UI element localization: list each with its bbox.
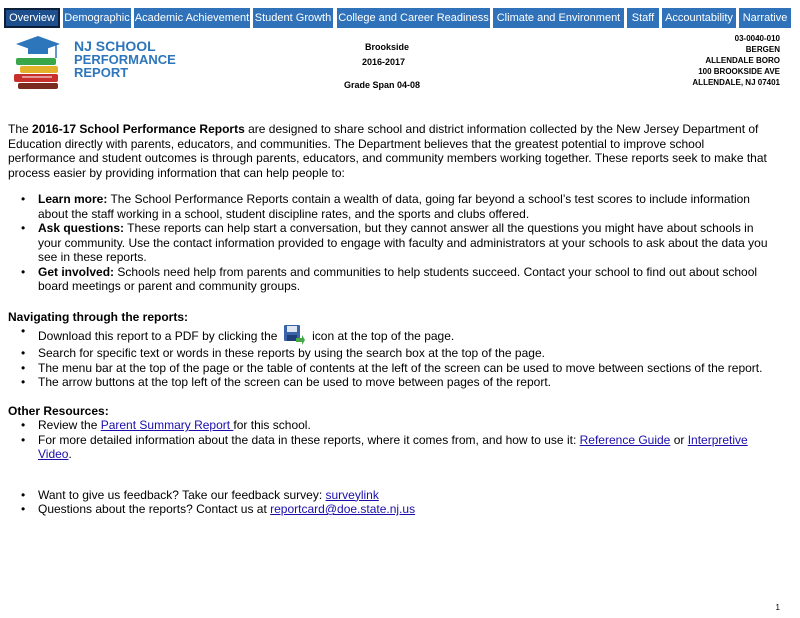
overview-content (8, 122, 773, 517)
purpose-label: Ask questions: (38, 221, 125, 235)
list-item (38, 221, 773, 265)
list-item: • Search for specific text or words in these reports by using the search box at the top of the page. (38, 346, 773, 361)
intro-post: are designed to share school and district information collected by the New Jersey Department of Education directly with parents, educators, and communities. The Department believes that the greatest potential to improve school performance and student outcomes is through parents, educators, and community members working together. These reports seek to make that process easier by providing information that can help people to: (8, 122, 767, 180)
purpose-label: Get involved: (38, 264, 115, 279)
more-pre: For more detailed information about the data in these reports, where it comes from, and how to use it: (38, 432, 580, 447)
resources-list (8, 418, 773, 462)
parent-summary-link[interactable]: Parent Summary Report (100, 418, 234, 432)
review-pre: Review the (38, 418, 101, 432)
feedback-list (8, 488, 773, 517)
tab-demographic[interactable]: Demographic (63, 8, 131, 28)
list-item: • The arrow buttons at the top left of the screen can be used to move between pages of the report. (38, 375, 773, 390)
reference-guide-link[interactable]: Reference Guide (579, 432, 671, 447)
list-item (38, 488, 773, 503)
intro-paragraph (8, 122, 773, 180)
top-nav (4, 8, 796, 28)
tab-overview[interactable]: Overview (4, 8, 60, 28)
district: ALLENDALE BORO (705, 56, 780, 65)
list-item (38, 418, 773, 433)
grade-span: Grade Span 04-08 (344, 80, 421, 90)
street: 100 BROOKSIDE AVE (698, 67, 780, 76)
tab-accountability[interactable]: Accountability (662, 8, 736, 28)
purpose-text: Schools need help from parents and communities to help students succeed. Contact your school to find out about school board meetings or parent and community groups. (38, 264, 758, 293)
list-item (38, 324, 773, 346)
contact-email-link[interactable]: reportcard@doe.state.nj.us (270, 502, 416, 516)
feedback-pre: Want to give us feedback? Take our feedback survey: (38, 487, 326, 502)
list-item (38, 265, 773, 294)
tab-college-career-readiness[interactable]: College and Career Readiness (337, 8, 490, 28)
tab-academic-achievement[interactable]: Academic Achievement (134, 8, 250, 28)
list-item (38, 192, 773, 221)
school-code: 03-0040-010 (734, 34, 780, 43)
tab-narrative[interactable]: Narrative (739, 8, 791, 28)
list-item (38, 502, 773, 517)
pdf-post: icon at the top of the page. (308, 329, 455, 343)
county: BERGEN (745, 45, 780, 54)
questions-pre: Questions about the reports? Contact us at (38, 502, 271, 516)
purpose-list (8, 192, 773, 294)
navigating-list (8, 324, 773, 390)
nj-school-performance-logo (12, 34, 192, 94)
school-year: 2016-2017 (362, 57, 406, 67)
logo-line-3: REPORT (74, 65, 129, 80)
list-item (38, 433, 773, 462)
save-pdf-icon[interactable] (283, 324, 305, 346)
review-post: for this school. (233, 418, 311, 432)
or-text: or (670, 432, 688, 447)
school-name: Brookside (365, 42, 410, 52)
pdf-pre: Download this report to a PDF by clicking the (38, 329, 281, 343)
school-address (692, 33, 780, 88)
books-graduation-cap-icon (12, 34, 72, 94)
purpose-text: The School Performance Reports contain a wealth of data, going far beyond a school’s test scores to include information about the staff working in a school, student discipline rates, and the sports and clubs offered. (38, 192, 750, 221)
purpose-label: Learn more: (38, 192, 108, 206)
logo-line-1: NJ SCHOOL (74, 38, 156, 54)
intro-pre: The (8, 122, 33, 136)
resources-heading: Other Resources: (8, 403, 109, 418)
city: ALLENDALE, NJ 07401 (692, 78, 780, 87)
tab-climate-environment[interactable]: Climate and Environment (493, 8, 624, 28)
logo-line-2: PERFORMANCE (74, 52, 176, 67)
navigating-heading: Navigating through the reports: (8, 309, 188, 324)
survey-link[interactable]: surveylink (325, 487, 379, 502)
tab-student-growth[interactable]: Student Growth (253, 8, 333, 28)
purpose-text: These reports can help start a conversation, but they cannot answer all the questions you might have about schools in your community. Use the contact information provided to engage with faculty and administrators at your schools to ask about the data you see in these reports. (38, 221, 768, 264)
period: . (68, 447, 72, 461)
tab-staff[interactable]: Staff (627, 8, 659, 28)
intro-bold: 2016-17 School Performance Reports (32, 122, 245, 136)
logo-text (74, 40, 176, 79)
page-number: 1 (775, 603, 780, 612)
list-item: • The menu bar at the top of the page or the table of contents at the left of the screen can be used to move between sections of the report. (38, 361, 773, 376)
interpretive-video-link[interactable]: Interpretive Video (38, 432, 748, 461)
